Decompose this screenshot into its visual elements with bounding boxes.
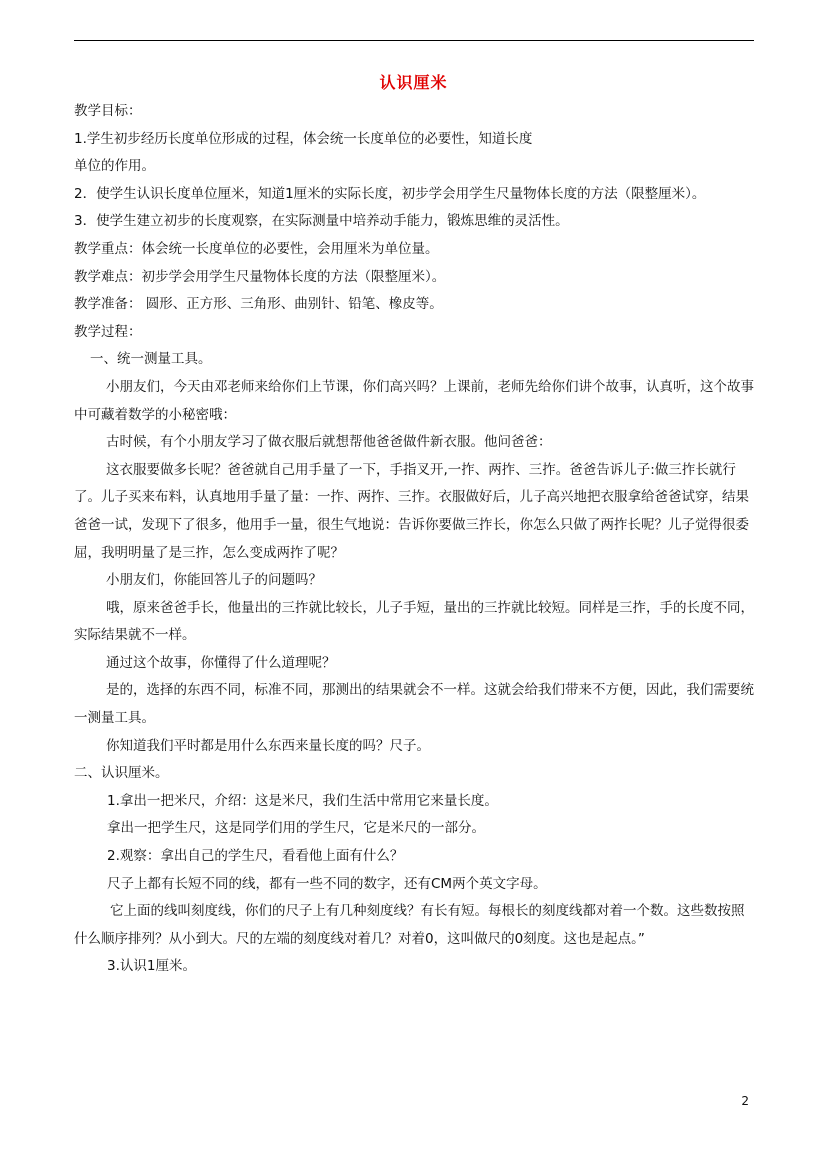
section-heading: 一、统一测量工具。 <box>90 351 212 368</box>
document-body <box>74 98 754 981</box>
paragraph: 小朋友们，今天由邓老师来给你们上节课，你们高兴吗？上课前，老师先给你们讲个故事，认真听，这个故事中可藏着数学的小秘密哦： <box>74 378 754 423</box>
header-rule <box>74 40 754 41</box>
paragraph: 2．使学生认识长度单位厘米，知道1厘米的实际长度，初步学会用学生尺量物体长度的方法（限整厘米）。 <box>74 185 706 202</box>
paragraph: 这衣服要做多长呢？爸爸就自己用手量了一下，手指叉开,一拃、两拃、三拃。爸爸告诉儿子:做三拃长就行了。儿子买来布料，认真地用手量了量：一拃、两拃、三拃。衣服做好后，儿子高兴地把衣服拿给爸爸试穿，结果爸爸一试，发现下了很多，他用手一量，很生气地说：告诉你要做三拃长，你怎么只做了两拃长呢？儿子觉得很委屈，我明明量了是三拃，怎么变成两拃了呢？ <box>74 461 749 561</box>
paragraph: 你知道我们平时都是用什么东西来量长度的吗？尺子。 <box>106 737 430 754</box>
paragraph: 哦，原来爸爸手长，他量出的三拃就比较长，儿子手短，量出的三拃就比较短。同样是三拃，手的长度不同，实际结果就不一样。 <box>74 599 754 644</box>
paragraph: 教学过程： <box>74 323 142 340</box>
paragraph: 是的，选择的东西不同，标准不同，那测出的结果就会不一样。这就会给我们带来不方便，因此，我们需要统一测量工具。 <box>74 682 754 727</box>
paragraph: 尺子上都有长短不同的线，都有一些不同的数字，还有CM两个英文字母。 <box>107 875 547 892</box>
paragraph: 通过这个故事，你懂得了什么道理呢？ <box>106 654 336 671</box>
paragraph: 教学准备： 圆形、正方形、三角形、曲别针、铅笔、橡皮等。 <box>74 296 443 313</box>
paragraph: 3.认识1厘米。 <box>107 958 196 975</box>
document-title: 认识厘米 <box>379 73 448 92</box>
paragraph: 1.拿出一把米尺，介绍：这是米尺，我们生活中常用它来量长度。 <box>107 792 498 809</box>
paragraph: 拿出一把学生尺，这是同学们用的学生尺，它是米尺的一部分。 <box>107 820 485 837</box>
paragraph: 教学目标： <box>74 103 142 119</box>
paragraph: 3．使学生建立初步的长度观察，在实际测量中培养动手能力，锻炼思维的灵活性。 <box>74 213 569 230</box>
paragraph: 教学重点：体会统一长度单位的必要性，会用厘米为单位量。 <box>74 240 439 257</box>
paragraph: 教学难点：初步学会用学生尺量物体长度的方法（限整厘米）。 <box>74 268 446 285</box>
paragraph: 古时候，有个小朋友学习了做衣服后就想帮他爸爸做件新衣服。他问爸爸： <box>106 434 552 451</box>
page-number: 2 <box>741 1094 749 1108</box>
paragraph: 单位的作用。 <box>74 158 155 175</box>
paragraph: 1.学生初步经历长度单位形成的过程，体会统一长度单位的必要性，知道长度 <box>74 130 533 147</box>
paragraph: 2.观察：拿出自己的学生尺，看看他上面有什么？ <box>107 848 404 865</box>
section-heading: 二、认识厘米。 <box>74 765 169 782</box>
paragraph: 小朋友们，你能回答儿子的问题吗？ <box>106 572 322 589</box>
paragraph: 它上面的线叫刻度线，你们的尺子上有几种刻度线？有长有短。每根长的刻度线都对着一个数。这些数按照什么顺序排列？从小到大。尺的左端的刻度线对着几？对着0，这叫做尺的0刻度。这也是起点。” <box>74 903 745 947</box>
